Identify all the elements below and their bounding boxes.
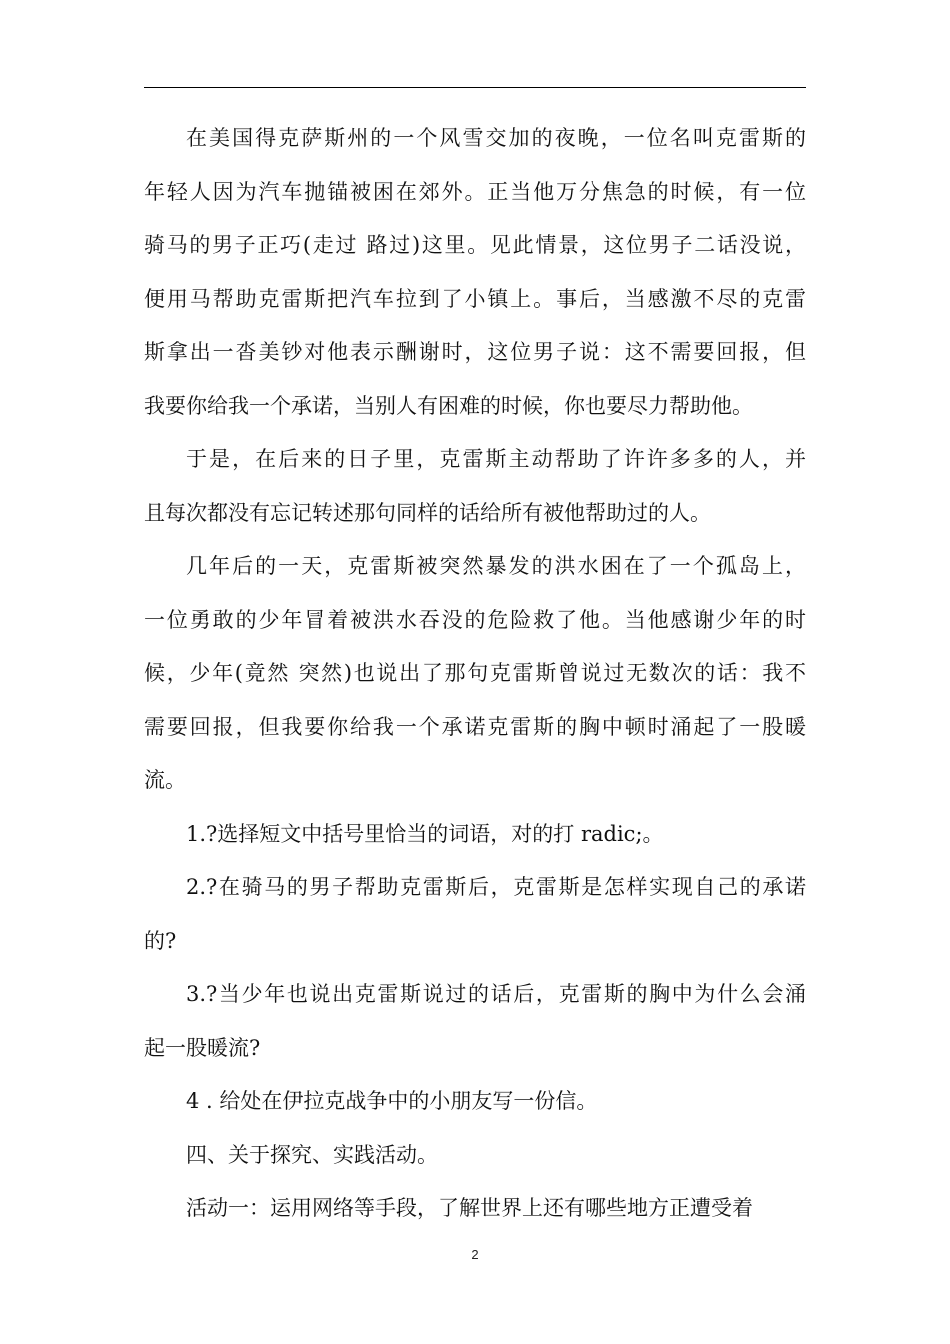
text-line: 在美国得克萨斯州的一个风雪交加的夜晚，一位名叫克雷斯的 [186, 126, 806, 150]
text-line: 年轻人因为汽车抛锚被困在郊外。正当他万分焦急的时候，有一位 [144, 179, 806, 204]
story-paragraph-2 [144, 433, 806, 540]
text-line: 几年后的一天，克雷斯被突然暴发的洪水困在了一个孤岛上， [186, 554, 806, 578]
text-line: 需要回报，但我要你给我一个承诺克雷斯的胸中顿时涌起了一股暖 [144, 714, 806, 739]
text-line: 的? [144, 928, 177, 953]
text-line: 4 . 给处在伊拉克战争中的小朋友写一份信。 [186, 1089, 598, 1113]
text-line: 起一股暖流? [144, 1035, 261, 1060]
text-line: 骑马的男子正巧(走过 路过)这里。见此情景，这位男子二话没说， [144, 233, 806, 257]
story-paragraph-1 [144, 112, 806, 433]
text-line: 便用马帮助克雷斯把汽车拉到了小镇上。事后，当感激不尽的克雷 [144, 286, 806, 311]
text-line: 2.?在骑马的男子帮助克雷斯后，克雷斯是怎样实现自己的承诺 [186, 875, 806, 899]
text-line: 活动一：运用网络等手段，了解世界上还有哪些地方正遭受着 [186, 1196, 753, 1220]
text-line: 候，少年(竟然 突然)也说出了那句克雷斯曾说过无数次的话：我不 [144, 661, 806, 685]
question-3 [144, 968, 806, 1075]
text-line: 斯拿出一沓美钞对他表示酬谢时，这位男子说：这不需要回报，但 [144, 340, 806, 364]
text-line: 且每次都没有忘记转述那句同样的话给所有被他帮助过的人。 [144, 500, 711, 525]
activity-1 [144, 1182, 806, 1236]
text-line: 四、关于探究、实践活动。 [186, 1142, 438, 1167]
document-body [144, 112, 806, 1236]
text-line: 于是，在后来的日子里，克雷斯主动帮助了许许多多的人，并 [186, 447, 806, 471]
text-line: 流。 [144, 768, 186, 792]
text-line: 一位勇敢的少年冒着被洪水吞没的危险救了他。当他感谢少年的时 [144, 607, 806, 632]
header-rule [144, 87, 806, 88]
text-line: 我要你给我一个承诺，当别人有困难的时候，你也要尽力帮助他。 [144, 393, 753, 418]
question-2 [144, 861, 806, 968]
page-number: 2 [471, 1247, 479, 1262]
question-4 [144, 1075, 806, 1129]
text-line: 3.?当少年也说出克雷斯说过的话后，克雷斯的胸中为什么会涌 [186, 982, 806, 1006]
story-paragraph-3 [144, 540, 806, 808]
text-line: 1.?选择短文中括号里恰当的词语，对的打 radic;。 [186, 821, 664, 846]
section-heading [144, 1129, 806, 1183]
question-1 [144, 808, 806, 862]
